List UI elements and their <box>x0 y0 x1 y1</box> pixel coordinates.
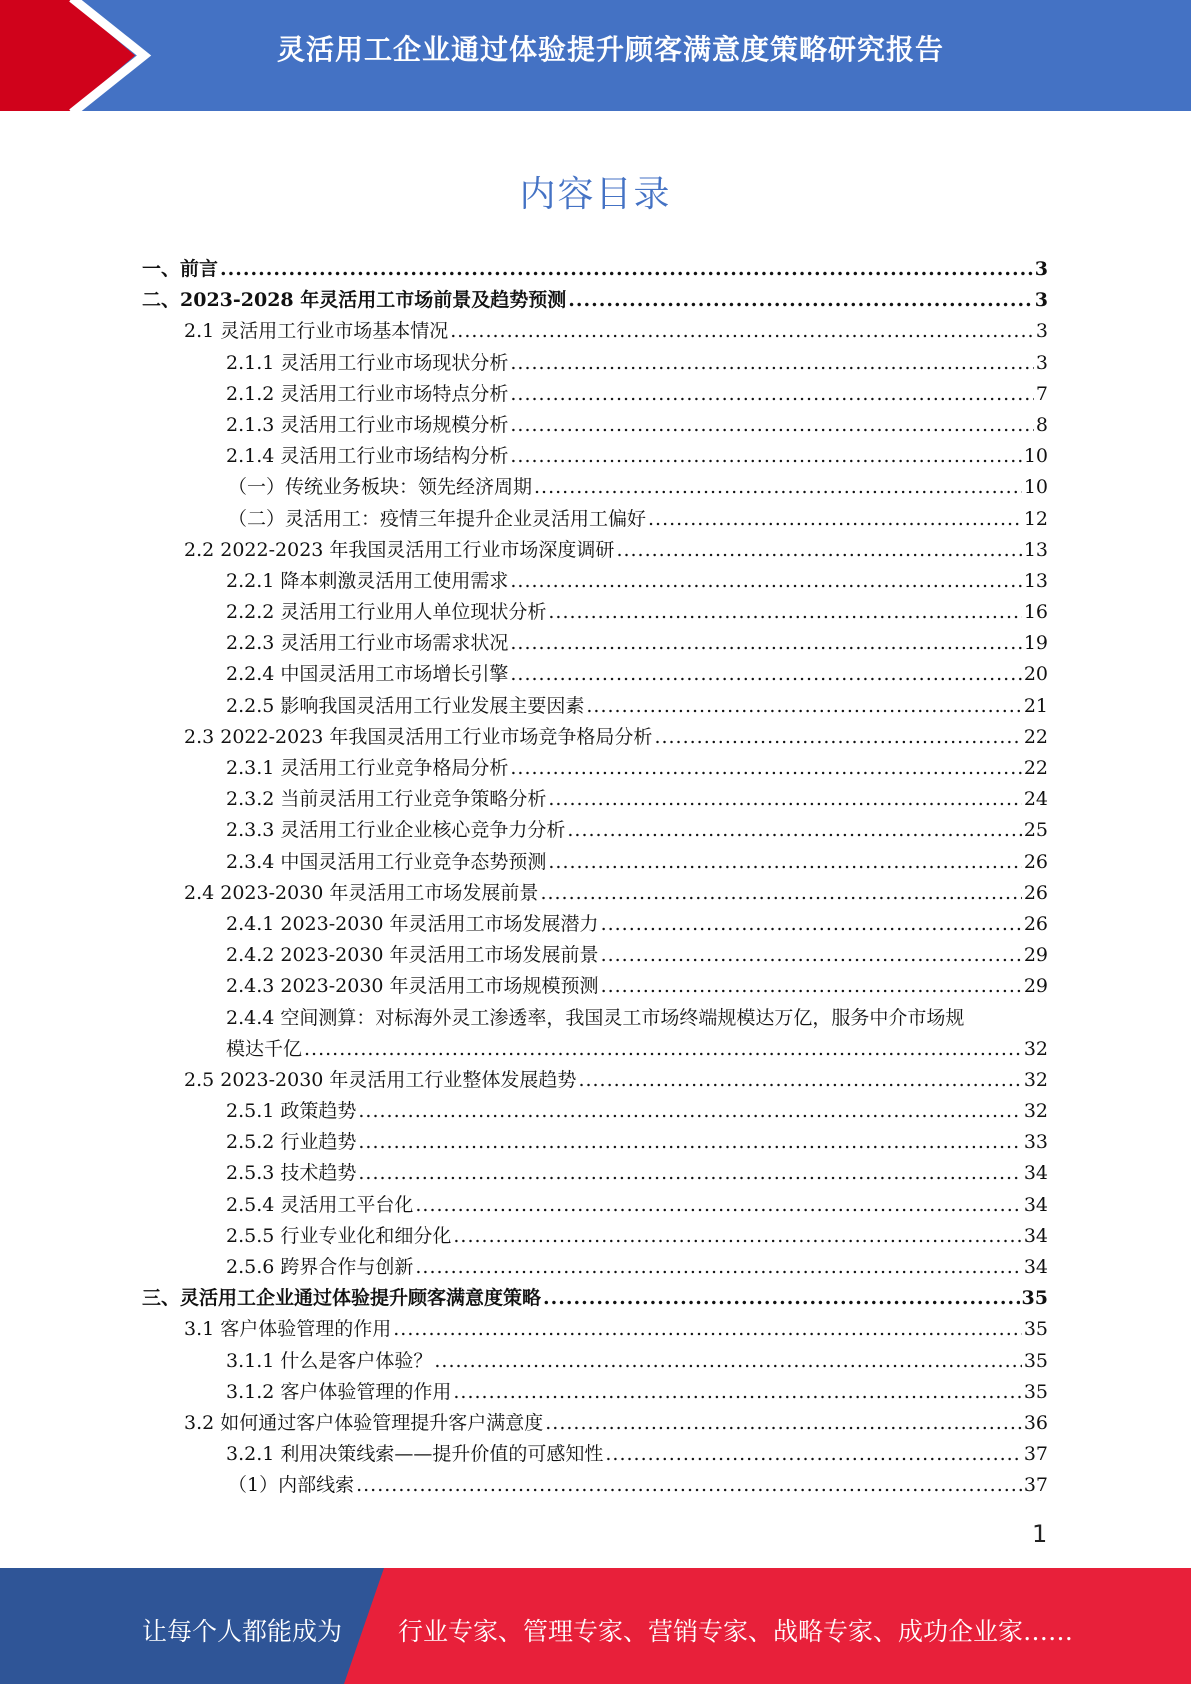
toc-entry-text: 2.1 灵活用工行业市场基本情况 <box>184 320 449 343</box>
toc-entry[interactable] <box>142 441 1048 472</box>
toc-entry[interactable] <box>142 1096 1048 1127</box>
toc-entry[interactable] <box>142 504 1048 535</box>
toc-entry[interactable] <box>142 566 1048 597</box>
toc-page: 26 <box>1023 881 1048 904</box>
dot-leader <box>567 815 1021 846</box>
toc-page: 32 <box>1023 1100 1048 1123</box>
footer-slogan-right: 行业专家、管理专家、营销专家、战略专家、成功企业家…… <box>398 1617 1074 1646</box>
toc-entry[interactable] <box>142 1470 1048 1501</box>
dot-leader <box>540 878 1021 909</box>
dot-leader <box>453 1221 1021 1252</box>
toc-entry-text: 2.3.4 中国灵活用工行业竞争态势预测 <box>226 850 547 873</box>
dot-leader <box>358 1127 1021 1158</box>
toc-entry-text: 2.4.1 2023-2030 年灵活用工市场发展潜力 <box>226 912 599 935</box>
chevron-arrow-icon <box>0 0 160 111</box>
toc-page: 34 <box>1023 1193 1048 1216</box>
toc-page: 32 <box>1023 1037 1048 1060</box>
toc-page: 37 <box>1023 1474 1048 1497</box>
toc-entry[interactable] <box>142 628 1048 659</box>
toc-page: 3 <box>1035 320 1048 343</box>
toc-page: 34 <box>1023 1224 1048 1247</box>
toc-entry-text: 2.3.3 灵活用工行业企业核心竞争力分析 <box>226 819 566 842</box>
toc-entry-text: 2.4.2 2023-2030 年灵活用工市场发展前景 <box>226 944 599 967</box>
toc-page: 3 <box>1034 258 1048 280</box>
toc-entry[interactable] <box>142 971 1048 1002</box>
toc-entry[interactable] <box>142 659 1048 690</box>
toc-entry-text: 一、前言 <box>142 258 219 280</box>
dot-leader <box>415 1190 1021 1221</box>
dot-leader <box>578 1065 1021 1096</box>
dot-leader <box>548 784 1021 815</box>
toc-entry-text: 3.1 客户体验管理的作用 <box>184 1318 392 1341</box>
toc-page: 34 <box>1023 1162 1048 1185</box>
toc-entry-text: 2.5 2023-2030 年灵活用工行业整体发展趋势 <box>184 1068 577 1091</box>
dot-leader <box>393 1314 1022 1345</box>
dot-leader <box>510 628 1021 659</box>
dot-leader <box>654 722 1021 753</box>
dot-leader <box>453 1377 1021 1408</box>
toc-entry[interactable] <box>142 1065 1048 1096</box>
toc-page: 13 <box>1023 569 1048 592</box>
toc-page: 34 <box>1023 1256 1048 1279</box>
dot-leader <box>510 379 1034 410</box>
toc-entry-text: 2.3.1 灵活用工行业竞争格局分析 <box>226 757 509 779</box>
dot-leader <box>545 1408 1022 1439</box>
toc-page: 33 <box>1023 1131 1048 1154</box>
toc-entry[interactable] <box>142 815 1048 846</box>
toc-page: 3 <box>1035 351 1048 374</box>
report-title: 灵活用工企业通过体验提升顾客满意度策略研究报告 <box>276 33 944 66</box>
dot-leader <box>605 1439 1021 1470</box>
toc-entry-text: 2.2 2022-2023 年我国灵活用工行业市场深度调研 <box>184 538 615 561</box>
dot-leader <box>616 535 1021 566</box>
toc-page: 19 <box>1023 632 1048 655</box>
dot-leader <box>510 659 1021 690</box>
dot-leader <box>586 691 1021 722</box>
toc-page: 21 <box>1023 694 1048 717</box>
toc-entry-text: 3.2 如何通过客户体验管理提升客户满意度 <box>184 1411 544 1434</box>
dot-leader <box>510 348 1034 379</box>
table-of-contents <box>142 254 1048 1502</box>
dot-leader <box>568 285 1033 316</box>
toc-entry[interactable] <box>142 254 1048 285</box>
toc-entry-text: 2.5.2 行业趋势 <box>226 1131 357 1154</box>
dot-leader <box>510 566 1021 597</box>
toc-entry-text: （一）传统业务板块：领先经济周期 <box>228 476 533 499</box>
toc-entry-text: （1）内部线索 <box>228 1474 355 1497</box>
toc-entry-text: 2.5.4 灵活用工平台化 <box>226 1193 414 1216</box>
toc-entry[interactable] <box>142 379 1048 410</box>
toc-entry[interactable] <box>142 1127 1048 1158</box>
toc-entry-text: 二、2023-2028 年灵活用工市场前景及趋势预测 <box>142 289 567 312</box>
toc-page: 35 <box>1023 1349 1048 1372</box>
toc-entry-text: 2.3.2 当前灵活用工行业竞争策略分析 <box>226 788 547 811</box>
dot-leader <box>358 1158 1021 1189</box>
toc-entry[interactable] <box>142 1314 1048 1345</box>
toc-entry-text: 2.2.5 影响我国灵活用工行业发展主要因素 <box>226 694 585 717</box>
toc-entry-text: 2.2.4 中国灵活用工市场增长引擎 <box>226 663 509 686</box>
dot-leader <box>534 472 1022 503</box>
toc-entry[interactable] <box>142 1439 1048 1470</box>
dot-leader <box>548 847 1021 878</box>
toc-entry[interactable] <box>142 1283 1048 1314</box>
toc-entry-text: 三、灵活用工企业通过体验提升顾客满意度策略 <box>142 1287 542 1310</box>
toc-entry[interactable] <box>142 1408 1048 1439</box>
dot-leader <box>510 410 1034 441</box>
toc-entry[interactable] <box>142 1346 1048 1377</box>
toc-page: 20 <box>1023 663 1048 686</box>
toc-page: 35 <box>1021 1287 1048 1310</box>
toc-page: 29 <box>1023 975 1048 998</box>
toc-entry-text: 2.1.4 灵活用工行业市场结构分析 <box>226 445 509 468</box>
toc-entry[interactable] <box>142 940 1048 971</box>
dot-leader <box>220 254 1033 285</box>
toc-entry-text: 2.5.6 跨界合作与创新 <box>226 1256 414 1279</box>
toc-entry[interactable] <box>142 348 1048 379</box>
toc-entry-text: 2.5.1 政策趋势 <box>226 1100 357 1123</box>
dot-leader <box>543 1283 1020 1314</box>
toc-page: 36 <box>1023 1411 1048 1434</box>
dot-leader <box>434 1346 1021 1377</box>
toc-page: 13 <box>1023 538 1048 561</box>
toc-entry-text: 2.2.1 降本刺激灵活用工使用需求 <box>226 569 509 592</box>
toc-entry[interactable] <box>142 410 1048 441</box>
toc-page: 12 <box>1023 507 1048 530</box>
dot-leader <box>601 940 1022 971</box>
toc-entry-text: 2.4.3 2023-2030 年灵活用工市场规模预测 <box>226 975 599 998</box>
dot-leader <box>648 504 1022 535</box>
toc-entry[interactable] <box>142 753 1048 784</box>
toc-entry-text: 2.5.5 行业专业化和细分化 <box>226 1224 452 1247</box>
toc-entry[interactable] <box>142 909 1048 940</box>
dot-leader <box>356 1470 1022 1501</box>
dot-leader <box>510 441 1021 472</box>
toc-entry[interactable] <box>142 535 1048 566</box>
toc-entry-text: 3.1.2 客户体验管理的作用 <box>226 1380 452 1403</box>
toc-entry[interactable] <box>142 722 1048 753</box>
dot-leader <box>304 1034 1022 1065</box>
toc-entry-text: 2.4.4 空间测算：对标海外灵工渗透率，我国灵工市场终端规模达万亿，服务中介市场规 <box>226 1006 965 1029</box>
toc-page: 24 <box>1023 788 1048 811</box>
dot-leader <box>601 909 1022 940</box>
toc-page: 32 <box>1023 1068 1048 1091</box>
toc-entry-text: 2.1.2 灵活用工行业市场特点分析 <box>226 382 509 405</box>
toc-page: 3 <box>1034 289 1048 312</box>
dot-leader <box>548 597 1021 628</box>
toc-entry[interactable] <box>142 847 1048 878</box>
footer-slogan-left: 让每个人都能成为 <box>142 1617 343 1646</box>
toc-entry-text: 3.1.1 什么是客户体验？ <box>226 1349 433 1372</box>
toc-entry[interactable] <box>142 1252 1048 1283</box>
toc-page: 22 <box>1023 757 1048 779</box>
toc-page: 25 <box>1023 819 1048 842</box>
toc-entry-text: 2.1.1 灵活用工行业市场现状分析 <box>226 351 509 374</box>
dot-leader <box>510 753 1021 784</box>
dot-leader <box>601 971 1022 1002</box>
toc-entry-text: 2.1.3 灵活用工行业市场规模分析 <box>226 413 509 436</box>
toc-entry[interactable] <box>142 597 1048 628</box>
toc-entry[interactable] <box>142 691 1048 722</box>
toc-page: 10 <box>1023 445 1048 468</box>
toc-page: 8 <box>1035 413 1048 436</box>
toc-entry[interactable] <box>142 1158 1048 1189</box>
toc-entry[interactable] <box>142 316 1048 347</box>
toc-entry-text: 2.2.2 灵活用工行业用人单位现状分析 <box>226 601 547 624</box>
page-footer <box>0 1568 1191 1684</box>
toc-page: 10 <box>1023 476 1048 499</box>
toc-entry-text: （二）灵活用工：疫情三年提升企业灵活用工偏好 <box>228 507 647 530</box>
toc-entry-text: 2.3 2022-2023 年我国灵活用工行业市场竞争格局分析 <box>184 725 653 748</box>
page-header <box>0 0 1191 111</box>
page-number: 1 <box>1032 1520 1048 1548</box>
toc-heading: 内容目录 <box>519 174 672 215</box>
toc-entry[interactable] <box>142 285 1048 316</box>
toc-page: 29 <box>1023 944 1048 967</box>
dot-leader <box>358 1096 1021 1127</box>
toc-page: 26 <box>1023 850 1048 873</box>
toc-entry[interactable] <box>142 878 1048 909</box>
toc-entry-text: 2.5.3 技术趋势 <box>226 1162 357 1185</box>
dot-leader <box>450 316 1034 347</box>
toc-entry-text-continued: 模达千亿 <box>226 1037 303 1060</box>
toc-entry[interactable] <box>142 1221 1048 1252</box>
toc-page: 35 <box>1023 1380 1048 1403</box>
toc-page: 7 <box>1035 382 1048 405</box>
toc-page: 35 <box>1023 1318 1048 1341</box>
toc-page: 26 <box>1023 912 1048 935</box>
toc-entry[interactable] <box>142 1003 1048 1065</box>
toc-entry[interactable] <box>142 784 1048 815</box>
toc-entry[interactable] <box>142 1377 1048 1408</box>
toc-entry-text: 2.2.3 灵活用工行业市场需求状况 <box>226 632 509 655</box>
toc-entry-text: 3.2.1 利用决策线索——提升价值的可感知性 <box>226 1443 604 1466</box>
toc-page: 37 <box>1023 1443 1048 1466</box>
toc-page: 22 <box>1023 725 1048 748</box>
toc-entry[interactable] <box>142 472 1048 503</box>
toc-entry[interactable] <box>142 1190 1048 1221</box>
toc-entry-text: 2.4 2023-2030 年灵活用工市场发展前景 <box>184 881 539 904</box>
toc-page: 16 <box>1023 601 1048 624</box>
dot-leader <box>415 1252 1021 1283</box>
